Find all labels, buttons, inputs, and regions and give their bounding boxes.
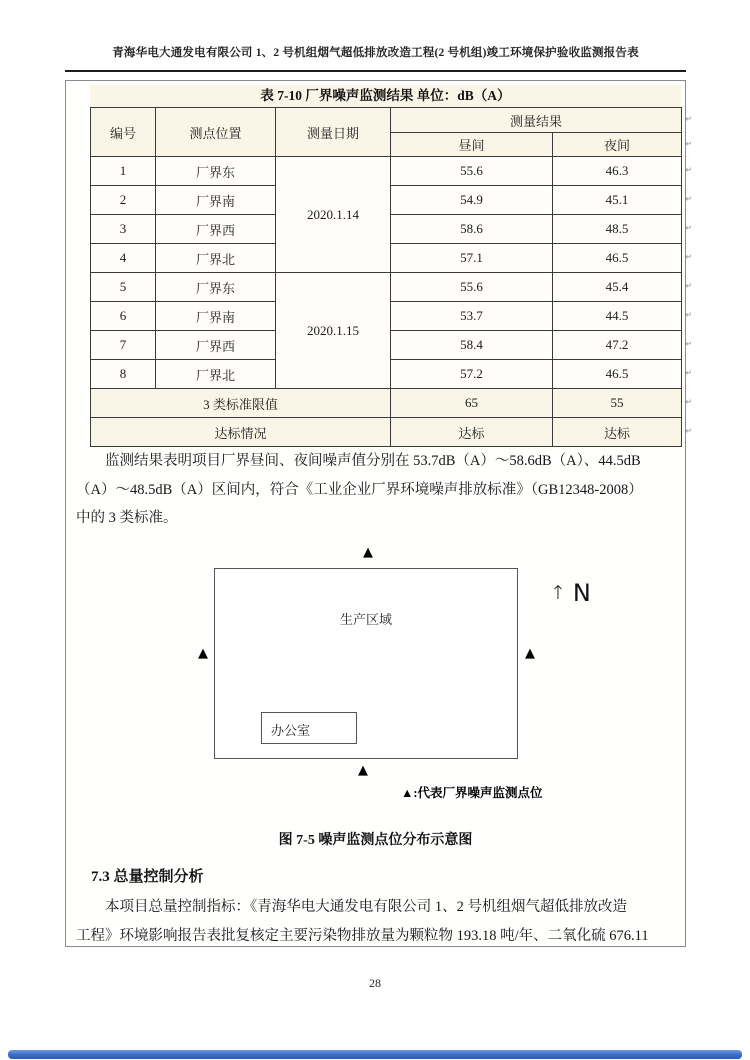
cell-no: 8 [91, 360, 156, 389]
office-rect [261, 712, 357, 744]
paragraph-line: （A）～48.5dB（A）区间内，符合《工业企业厂界环境噪声排放标准》（GB12348-2008） [76, 481, 643, 498]
cell-night [553, 244, 693, 273]
north-indicator [550, 579, 591, 607]
cell-location: 厂界西 [156, 215, 276, 244]
office-label: 办公室 [271, 724, 311, 739]
header-divider [65, 70, 686, 72]
production-area-label: 生产区域 [339, 613, 392, 628]
monitoring-result-paragraph [76, 447, 677, 533]
report-content-box [65, 80, 693, 947]
page-number: 28 [369, 976, 381, 990]
column-header-no: 编号 [91, 108, 156, 157]
cell-night [553, 302, 693, 331]
cell-night [553, 273, 693, 302]
return-mark-icon: ↵ [685, 194, 693, 204]
production-area-rect [214, 568, 518, 759]
cell-day: 57.2 [391, 360, 553, 389]
return-mark-icon: ↵ [685, 139, 693, 149]
cell-day: 57.1 [391, 244, 553, 273]
figure-caption: 图 7-5 噪声监测点位分布示意图 [278, 833, 473, 848]
cell-night-value: 45.1 [605, 192, 629, 207]
north-label: N [572, 579, 591, 607]
bottom-edge-bar [8, 1050, 742, 1059]
standard-limit-night [553, 389, 693, 418]
return-mark-icon: ↵ [685, 397, 693, 407]
column-header-night-label: 夜间 [604, 138, 631, 153]
cell-location: 厂界北 [156, 244, 276, 273]
monitoring-point-marker-icon: ▲ [363, 545, 373, 560]
cell-night [553, 186, 693, 215]
cell-location: 厂界东 [156, 157, 276, 186]
cell-night-value: 47.2 [605, 337, 629, 352]
cell-no: 2 [91, 186, 156, 215]
cell-day: 53.7 [391, 302, 553, 331]
cell-day: 58.4 [391, 331, 553, 360]
cell-no: 3 [91, 215, 156, 244]
cell-night-value: 48.5 [605, 221, 629, 236]
cell-day: 55.6 [391, 157, 553, 186]
cell-location: 厂界南 [156, 302, 276, 331]
cell-day: 58.6 [391, 215, 553, 244]
monitoring-point-marker-icon: ▲ [198, 646, 208, 661]
cell-no: 6 [91, 302, 156, 331]
cell-night-value: 46.3 [605, 163, 629, 178]
return-mark-icon: ↵ [685, 252, 693, 262]
section-heading: 7.3 总量控制分析 [91, 869, 204, 885]
cell-night [553, 360, 693, 389]
cell-night [553, 157, 693, 186]
cell-location: 厂界北 [156, 360, 276, 389]
cell-no: 4 [91, 244, 156, 273]
cell-location: 厂界南 [156, 186, 276, 215]
cell-night-value: 44.5 [605, 308, 629, 323]
cell-no: 7 [91, 331, 156, 360]
cell-location: 厂界东 [156, 273, 276, 302]
cell-day: 54.9 [391, 186, 553, 215]
cell-night [553, 215, 693, 244]
document-header-title: 青海华电大通发电有限公司 1、2 号机组烟气超低排放改造工程(2 号机组)竣工环境保护验收监测报告表 [112, 47, 639, 59]
cell-date: 2020.1.15 [276, 273, 391, 389]
monitoring-point-marker-icon: ▲ [358, 763, 368, 778]
north-arrow-icon: ↑ [550, 582, 566, 604]
figure-legend: ▲:代表厂界噪声监测点位 [401, 786, 543, 800]
table-row [91, 273, 682, 302]
cell-night [553, 331, 693, 360]
table-title: 表 7-10 厂界噪声监测结果 单位：dB（A） [90, 85, 681, 107]
paragraph-line: 中的 3 类标准。 [76, 510, 178, 526]
compliance-night [553, 418, 693, 447]
column-header-date: 测量日期 [276, 108, 391, 157]
cell-no: 5 [91, 273, 156, 302]
compliance-night-value: 达标 [604, 425, 631, 441]
cell-date: 2020.1.14 [276, 157, 391, 273]
paragraph-line: 本项目总量控制指标：《青海华电大通发电有限公司 1、2 号机组烟气超低排放改造 [105, 899, 627, 915]
standard-limit-row [91, 389, 682, 418]
return-mark-icon: ↵ [685, 310, 693, 320]
table-row [91, 157, 682, 186]
total-control-paragraph [76, 893, 677, 950]
return-mark-icon: ↵ [685, 426, 693, 436]
column-header-result [391, 108, 693, 133]
cell-day: 55.6 [391, 273, 553, 302]
return-mark-icon: ↵ [685, 114, 693, 124]
standard-limit-night-value: 55 [610, 395, 624, 410]
standard-limit-day: 65 [391, 389, 553, 418]
standard-limit-label: 3 类标准限值 [91, 389, 391, 418]
return-mark-icon: ↵ [685, 281, 693, 291]
table-header-row [91, 108, 682, 133]
cell-no: 1 [91, 157, 156, 186]
return-mark-icon: ↵ [685, 339, 693, 349]
return-mark-icon: ↵ [685, 165, 693, 175]
return-mark-icon: ↵ [685, 368, 693, 378]
compliance-day: 达标 [391, 418, 553, 447]
column-header-night [553, 133, 693, 157]
cell-night-value: 46.5 [605, 366, 629, 381]
compliance-label: 达标情况 [91, 418, 391, 447]
cell-location: 厂界西 [156, 331, 276, 360]
noise-monitoring-table [90, 107, 693, 447]
column-header-location: 测点位置 [156, 108, 276, 157]
compliance-row [91, 418, 682, 447]
paragraph-line: 监测结果表明项目厂界昼间、夜间噪声值分别在 53.7dB（A）～58.6dB（A）、44.5dB [105, 453, 641, 469]
column-header-day: 昼间 [391, 133, 553, 157]
monitoring-point-marker-icon: ▲ [525, 646, 535, 661]
return-mark-icon: ↵ [685, 223, 693, 233]
cell-night-value: 46.5 [605, 250, 629, 265]
cell-night-value: 45.4 [605, 279, 629, 294]
column-header-result-label: 测量结果 [510, 113, 563, 129]
paragraph-line: 工程》环境影响报告表批复核定主要污染物排放量为颗粒物 193.18 吨/年、二氧化硫 676.11 [76, 927, 649, 944]
